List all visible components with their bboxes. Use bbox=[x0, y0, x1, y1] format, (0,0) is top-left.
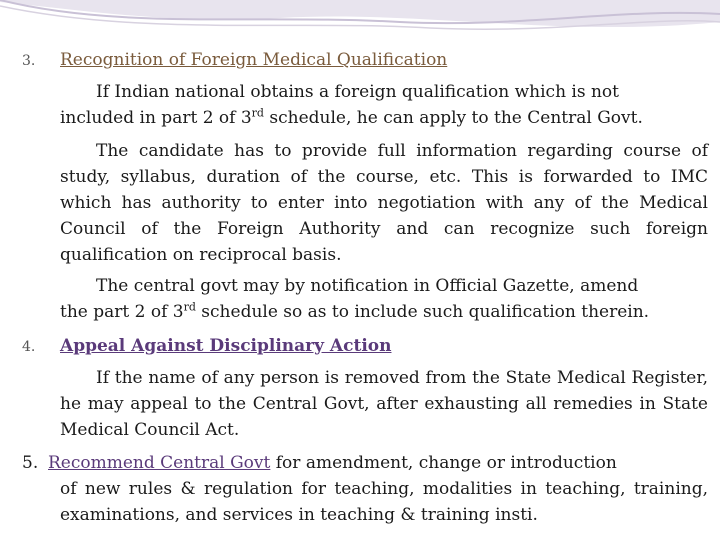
section-3-p3-line2a: the part 2 of 3 bbox=[60, 302, 184, 322]
section-3-p1-line2a: included in part 2 of 3 bbox=[60, 108, 252, 128]
section-5-text-rest: of new rules & regulation for teaching, modalities in teaching, training, examinations, and services in teaching & training insti. bbox=[60, 479, 708, 525]
section-3-heading-row bbox=[22, 49, 447, 72]
section-4-heading: Appeal Against Disciplinary Action bbox=[60, 336, 392, 356]
section-3-p2-text: The candidate has to provide full information regarding course of study, syllabus, duration of the course, etc. This is forwarded to IMC which has authority to enter into negotiation with any of the Medical Council of the Foreign Authority and can recognize such foreign qualification on reciprocal basis. bbox=[60, 141, 708, 265]
section-3-p1-line2b: schedule, he can apply to the Central Govt. bbox=[263, 108, 643, 128]
section-5-paragraph bbox=[60, 476, 708, 528]
section-4-paragraph bbox=[60, 365, 708, 443]
section-3-p3-line2b: schedule so as to include such qualification therein. bbox=[195, 302, 650, 322]
section-3-p3-sup: rd bbox=[183, 300, 196, 314]
section-3-p1-line1: If Indian national obtains a foreign qualification which is not bbox=[96, 82, 619, 102]
section-3-paragraph-2 bbox=[60, 138, 708, 268]
section-3-heading: Recognition of Foreign Medical Qualification bbox=[60, 50, 448, 70]
section-4-text: If the name of any person is removed from the State Medical Register, he may appeal to the Central Govt, after exhausting all remedies in State Medical Council Act. bbox=[60, 368, 708, 440]
section-3-number: 3. bbox=[22, 53, 36, 69]
section-4-heading-row bbox=[22, 335, 391, 358]
section-5-first-line bbox=[22, 450, 708, 476]
section-3-p3-line1: The central govt may by notification in Official Gazette, amend bbox=[96, 276, 639, 296]
section-5-number: 5. bbox=[22, 453, 39, 473]
section-4-number: 4. bbox=[22, 339, 36, 355]
section-3-p1-sup: rd bbox=[251, 106, 264, 120]
section-5-heading: Recommend Central Govt bbox=[48, 453, 271, 473]
section-3-paragraph-1 bbox=[60, 79, 708, 131]
section-3-paragraph-3 bbox=[60, 273, 708, 325]
section-5-text-first: for amendment, change or introduction bbox=[270, 453, 617, 473]
